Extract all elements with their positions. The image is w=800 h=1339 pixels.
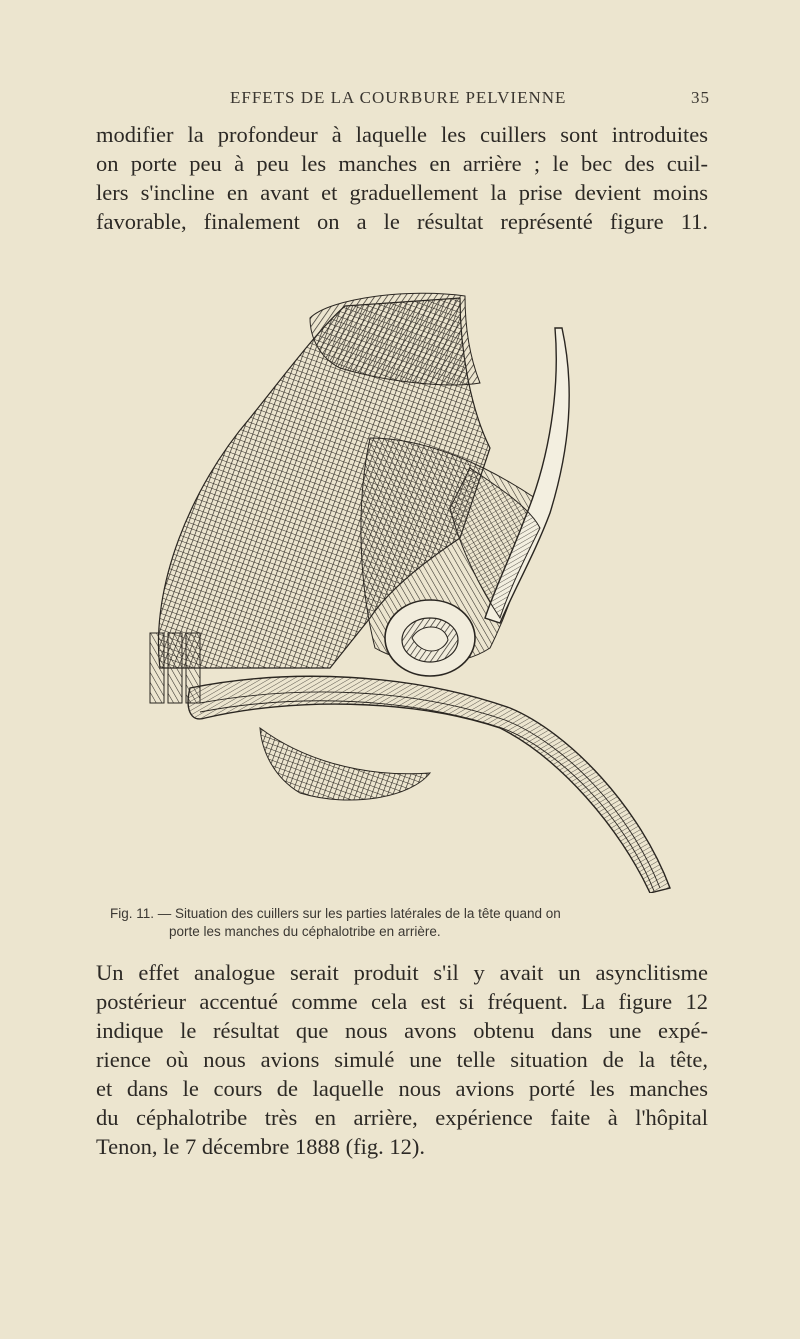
paragraph-2-line: rience où nous avions simulé une telle situation de la tête, <box>96 1047 708 1072</box>
paragraph-2-line: du céphalotribe très en arrière, expérience faite à l'hôpital <box>96 1105 708 1130</box>
paragraph-1 <box>96 120 708 236</box>
paragraph-2-line: postérieur accentué comme cela est si fréquent. La figure 12 <box>96 989 708 1014</box>
paragraph-1-line: modifier la profondeur à laquelle les cuillers sont introduites <box>96 122 708 147</box>
paragraph-2 <box>96 958 708 1161</box>
paragraph-2-line: et dans le cours de laquelle nous avions porté les manches <box>96 1076 708 1101</box>
figure-caption-line-2: porte les manches du céphalotribe en arrière. <box>169 924 441 939</box>
paragraph-1-line: on porte peu à peu les manches en arrière ; le bec des cuil- <box>96 151 708 176</box>
paragraph-2-line: Un effet analogue serait produit s'il y avait un asynclitisme <box>96 960 708 985</box>
paragraph-2-line: indique le résultat que nous avons obtenu dans une expé- <box>96 1018 708 1043</box>
running-head-title: EFFETS DE LA COURBURE PELVIENNE <box>230 88 567 107</box>
figure-caption-line-1: Fig. 11. — Situation des cuillers sur les parties latérales de la tête quand on <box>110 906 561 921</box>
paragraph-1-line: favorable, finalement on a le résultat représenté figure 11. <box>96 209 708 234</box>
figure-caption <box>110 905 710 941</box>
page-number: 35 <box>691 88 710 107</box>
paragraph-1-line: lers s'incline en avant et graduellement la prise devient moins <box>96 180 708 205</box>
paragraph-2-line: Tenon, le 7 décembre 1888 (fig. 12). <box>96 1134 425 1159</box>
figure-11-engraving <box>130 288 690 893</box>
